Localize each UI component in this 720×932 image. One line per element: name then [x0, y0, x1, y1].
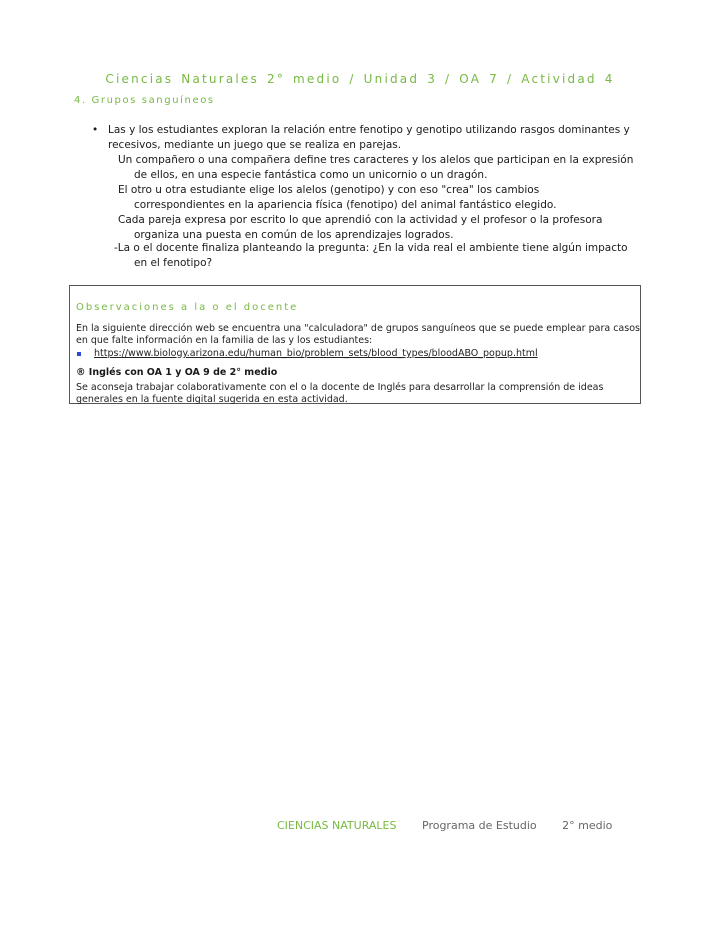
activity-line: de ellos, en una especie fantástica como un unicornio o un dragón.	[134, 169, 488, 181]
bullet-icon: •	[92, 124, 99, 136]
activity-line: El otro u otra estudiante elige los alelos (genotipo) y con eso "crea" los cambios	[118, 184, 540, 196]
activity-line: correspondientes en la apariencia física (fenotipo) del animal fantástico elegido.	[134, 199, 557, 211]
activity-line: recesivos, mediante un juego que se realiza en parejas.	[108, 139, 402, 151]
footer-subject: CIENCIAS NATURALES	[277, 819, 397, 832]
activity-line: Cada pareja expresa por escrito lo que aprendió con la actividad y el profesor o la profesora	[118, 214, 603, 226]
activity-line: -La o el docente finaliza planteando la pregunta: ¿En la vida real el ambiente tiene algún impacto	[114, 242, 628, 254]
activity-line: organiza una puesta en común de los aprendizajes logrados.	[134, 229, 454, 241]
activity-line: en el fenotipo?	[134, 257, 213, 269]
page-footer	[277, 819, 612, 832]
section-title: 4. Grupos sanguíneos	[74, 95, 215, 106]
teacher-observations-box	[69, 285, 641, 404]
activity-line: Un compañero o una compañera define tres caracteres y los alelos que participan en la expresión	[118, 154, 634, 166]
calculator-link[interactable]: https://www.biology.arizona.edu/human_bio/problem_sets/blood_types/bloodABO_popup.html	[94, 348, 538, 359]
ingles-subheading: ® Inglés con OA 1 y OA 9 de 2° medio	[76, 367, 278, 378]
link-bullet-icon	[77, 352, 81, 356]
observations-text-line: En la siguiente dirección web se encuentra una "calculadora" de grupos sanguíneos que se puede emplear para casos	[76, 323, 640, 334]
page-header-title: Ciencias Naturales 2° medio / Unidad 3 / OA 7 / Actividad 4	[105, 72, 615, 86]
footer-grade: 2° medio	[562, 819, 613, 832]
observations-sub-text-line: generales en la fuente digital sugerida en esta actividad.	[76, 394, 348, 405]
observations-text-line: en que falte información en la familia de las y los estudiantes:	[76, 335, 373, 346]
activity-line: Las y los estudiantes exploran la relación entre fenotipo y genotipo utilizando rasgos dominantes y	[108, 124, 630, 136]
observations-sub-text-line: Se aconseja trabajar colaborativamente con el o la docente de Inglés para desarrollar la comprensión de ideas	[76, 382, 604, 393]
footer-program: Programa de Estudio	[422, 819, 537, 832]
observations-title: Observaciones a la o el docente	[76, 302, 299, 313]
